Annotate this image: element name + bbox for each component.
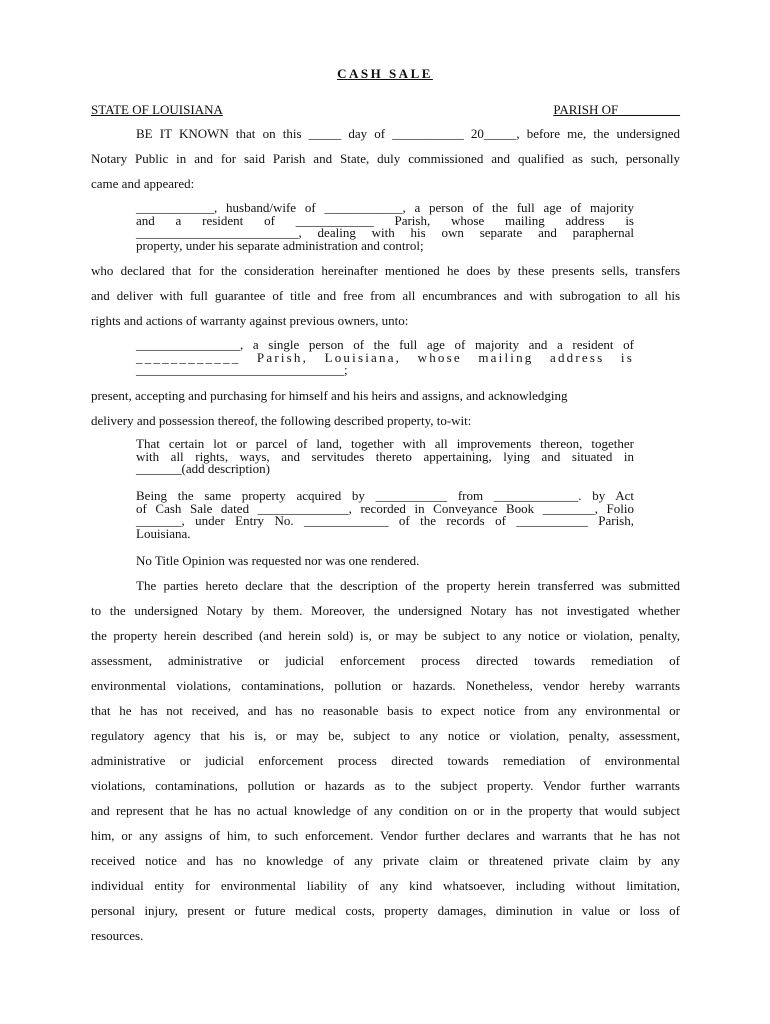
property-line: _______(add description) bbox=[136, 461, 270, 477]
vendor-line: _________________________, dealing with his own separate and paraphernal bbox=[136, 225, 634, 241]
purchaser-line: ________________, a single person of the full age of majority and a resident of bbox=[136, 337, 634, 352]
acceptance-line: delivery and possession thereof, the following described property, to-wit: bbox=[91, 413, 472, 428]
purchaser-block bbox=[136, 339, 634, 377]
environmental-line: resources. bbox=[91, 928, 144, 943]
vendor-block bbox=[136, 202, 634, 253]
acquired-line: Louisiana. bbox=[136, 526, 191, 542]
acquired-block bbox=[136, 490, 634, 541]
environmental-line: the property herein described (and herein sold) is, or may be subject to any notice or violation, penalty, bbox=[91, 628, 680, 643]
environmental-line: to the undersigned Notary by them. Moreover, the undersigned Notary has not investigated whether bbox=[91, 603, 680, 618]
intro-line: came and appeared: bbox=[91, 176, 195, 191]
acquired-line: _______, under Entry No. _____________ of the records of ___________ Parish, bbox=[136, 513, 634, 529]
acquired-line: of Cash Sale dated ______________, recorded in Conveyance Book ________, Folio bbox=[136, 500, 634, 516]
environmental-line: violations, contaminations, pollution or hazards as to the subject property. Vendor further warrants bbox=[91, 778, 680, 793]
intro-line: Notary Public in and for said Parish and State, duly commissioned and qualified as such, personally bbox=[91, 151, 680, 166]
vendor-line: property, under his separate administration and control; bbox=[136, 238, 424, 254]
environmental-line: regulatory agency that his is, or may be, subject to any notice or violation, penalty, assessment, bbox=[91, 728, 680, 743]
environmental-line: received notice and has no knowledge of any private claim or threatened private claim by any bbox=[91, 853, 680, 868]
acceptance-line: present, accepting and purchasing for himself and his heirs and assigns, and acknowledging bbox=[91, 388, 568, 403]
environmental-line: that he has not received, and has no reasonable basis to expect notice from any environmental or bbox=[91, 703, 680, 718]
state-label: STATE OF LOUISIANA bbox=[91, 102, 223, 117]
declaration-line: who declared that for the consideration hereinafter mentioned he does by these presents sells, transfers bbox=[91, 263, 680, 278]
environmental-line: him, or any assigns of him, to such enforcement. Vendor further declares and warrants that he has not bbox=[91, 828, 680, 843]
property-block bbox=[136, 438, 634, 476]
declaration-line: rights and actions of warranty against previous owners, unto: bbox=[91, 313, 409, 328]
declaration-line: and deliver with full guarantee of title and free from all encumbrances and with subrogation to all his bbox=[91, 288, 680, 303]
environmental-line: and represent that he has no actual knowledge of any condition on or in the property that would subject bbox=[91, 803, 680, 818]
purchaser-line: ________________________________; bbox=[136, 362, 348, 378]
environmental-line: environmental violations, contaminations, pollution or hazards. Nonetheless, vendor hereby warrants bbox=[91, 678, 680, 693]
header-row bbox=[91, 102, 680, 120]
environmental-line: assessment, administrative or judicial enforcement process directed towards remediation of bbox=[91, 653, 680, 668]
environmental-line: individual entity for environmental liability of any kind whatsoever, including without limitation, bbox=[91, 878, 680, 893]
environmental-line: personal injury, present or future medical costs, property damages, diminution in value or loss of bbox=[91, 903, 680, 918]
acquired-line: Being the same property acquired by ___________ from _____________. by Act bbox=[136, 488, 634, 503]
purchaser-line: ____________ Parish, Louisiana, whose mailing address is bbox=[136, 349, 634, 365]
environmental-line: administrative or judicial enforcement process directed towards remediation of environmental bbox=[91, 753, 680, 768]
property-line: That certain lot or parcel of land, together with all improvements thereon, together bbox=[136, 436, 634, 451]
document-title: CASH SALE bbox=[337, 66, 433, 81]
title-opinion-line: No Title Opinion was requested nor was one rendered. bbox=[136, 553, 420, 568]
environmental-line: The parties hereto declare that the description of the property herein transferred was submitted bbox=[136, 578, 680, 593]
parish-label: PARISH OF _________ bbox=[553, 102, 680, 117]
vendor-line: ____________, husband/wife of ____________, a person of the full age of majority bbox=[136, 200, 634, 215]
vendor-line: and a resident of ____________ Parish, whose mailing address is bbox=[136, 212, 634, 228]
property-line: with all rights, ways, and servitudes thereto appertaining, lying and situated in bbox=[136, 448, 634, 464]
intro-line: BE IT KNOWN that on this _____ day of ___________ 20_____, before me, the undersigned bbox=[136, 126, 680, 141]
